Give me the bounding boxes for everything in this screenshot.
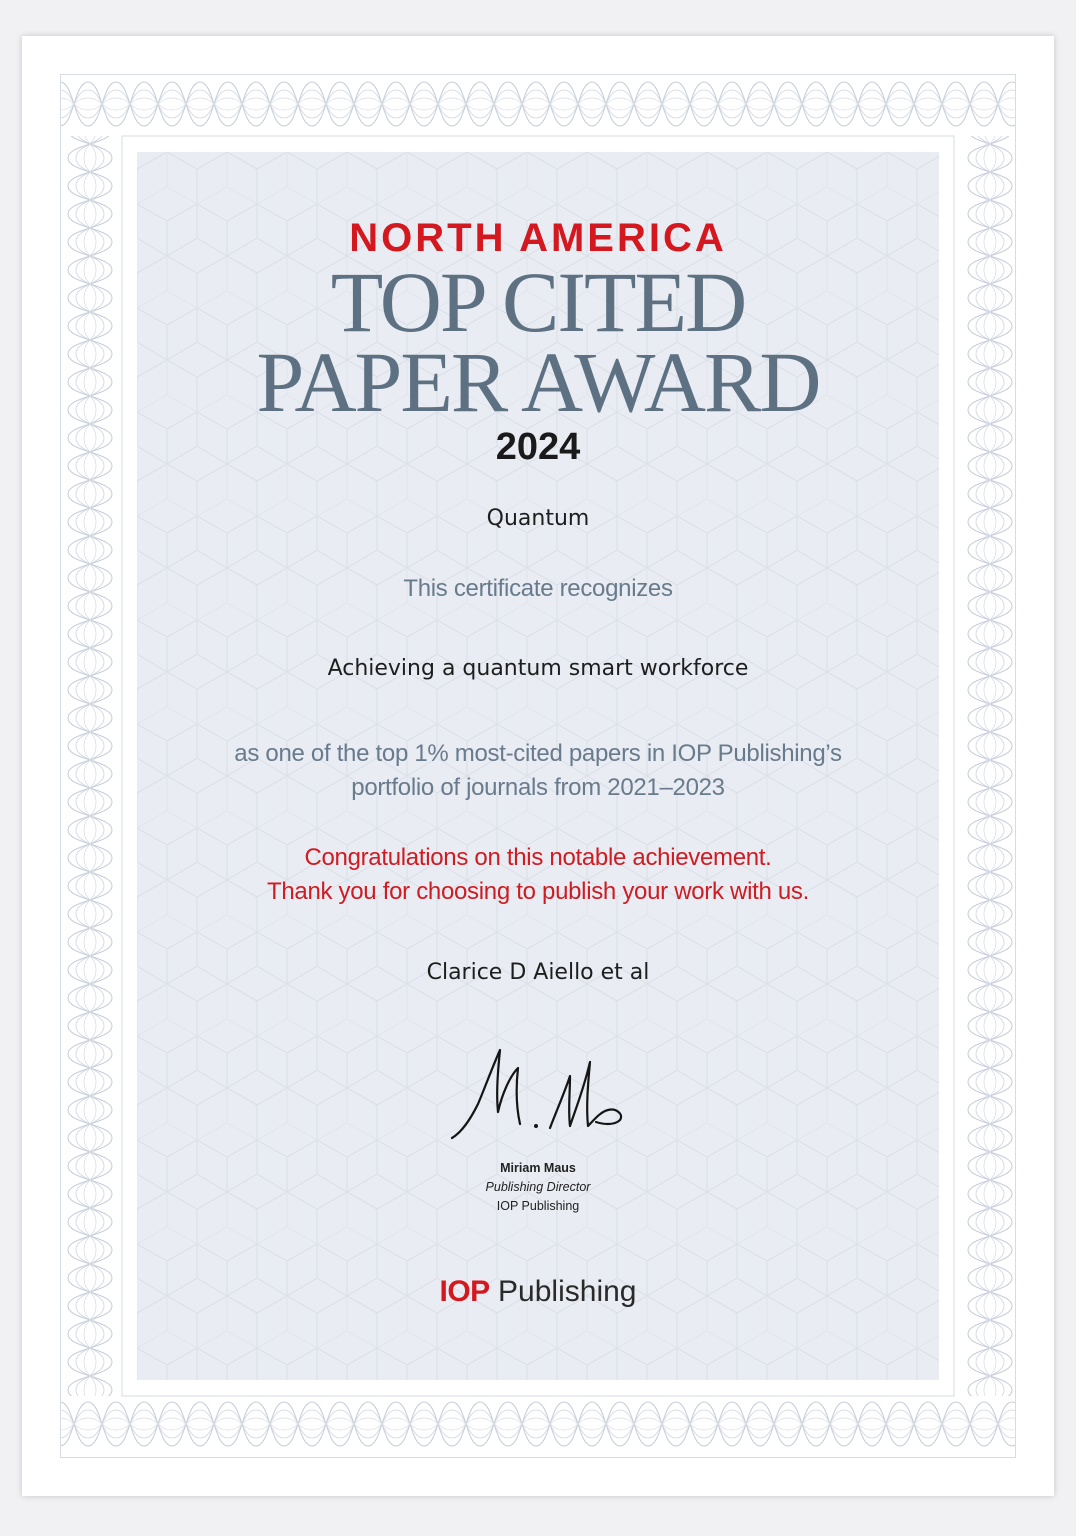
- paper-authors: Clarice D Aiello et al: [426, 960, 650, 985]
- award-region: NORTH AMERICA: [349, 216, 727, 260]
- journal-name: Quantum: [486, 506, 590, 531]
- logo-mark: IOP: [439, 1275, 490, 1308]
- handwritten-signature: [440, 1040, 640, 1150]
- citation-statement-line-2: portfolio of journals from 2021–2023: [351, 774, 725, 801]
- iop-publishing-logo: [137, 1272, 939, 1312]
- award-title-line-2: PAPER AWARD: [256, 334, 820, 430]
- signatory-role: Publishing Director: [485, 1180, 591, 1194]
- paper-title: Achieving a quantum smart workforce: [327, 656, 749, 681]
- signatory-block: [137, 1159, 939, 1216]
- award-year: 2024: [495, 426, 581, 468]
- citation-statement: [137, 737, 939, 805]
- logo-text: Publishing: [498, 1275, 637, 1308]
- signatory-name: Miriam Maus: [500, 1161, 576, 1175]
- award-title-line-1: TOP CITED: [330, 254, 746, 350]
- signatory-organization: IOP Publishing: [496, 1199, 580, 1213]
- congratulations-line-2: Thank you for choosing to publish your work with us.: [266, 878, 809, 905]
- congratulations-line-1: Congratulations on this notable achievement.: [304, 844, 772, 871]
- recognition-intro: This certificate recognizes: [403, 575, 673, 602]
- congratulations-message: [137, 841, 939, 909]
- citation-statement-line-1: as one of the top 1% most-cited papers in IOP Publishing’s: [234, 740, 842, 767]
- award-title: [137, 254, 939, 430]
